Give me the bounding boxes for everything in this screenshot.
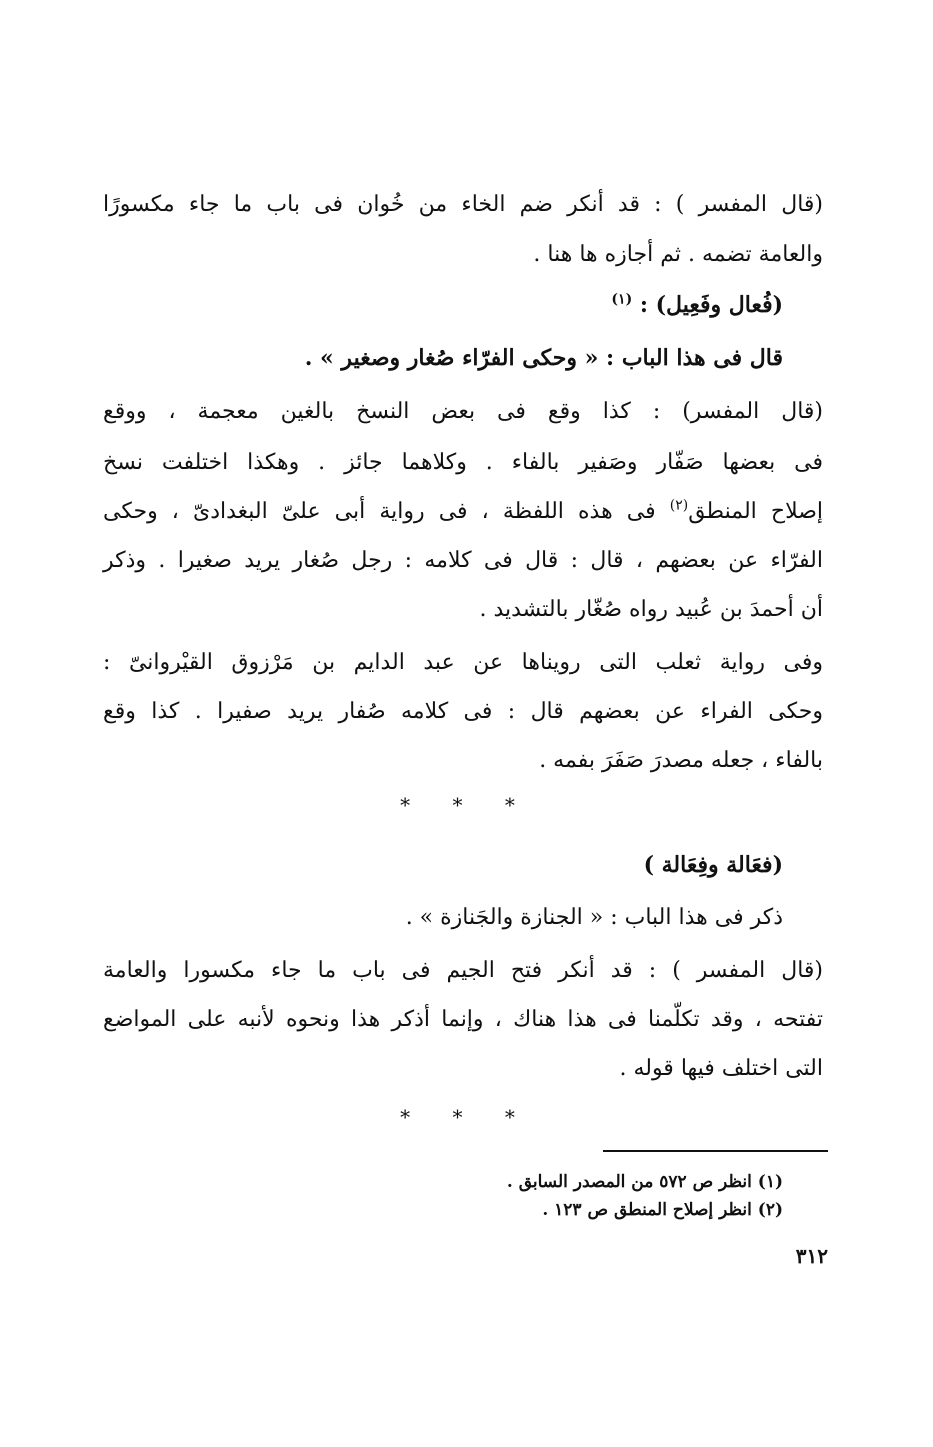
paragraph-2-line-3-start: إصلاح المنطق [688, 499, 823, 524]
footnote-ref-2: (٢) [669, 497, 689, 514]
section-heading-2: (فعَالة وفِعَالة ) [643, 852, 783, 878]
footnote-1: (١) انظر ص ٥٧٢ من المصدر السابق . [506, 1172, 783, 1192]
quote-1: قال فى هذا الباب : « وحكى الفرّاء صُغار وصغير » . [304, 345, 783, 371]
footnote-2: (٢) انظر إصلاح المنطق ص ١٢٣ . [542, 1200, 783, 1220]
section-heading-1 [103, 290, 783, 320]
section-separator-2: * * * [400, 1105, 533, 1129]
paragraph-2-line-3 [103, 497, 823, 527]
footnote-ref-1: (١) [611, 291, 633, 308]
paragraph-3-line-3: بالفاء ، جعله مصدرَ صَفَرَ بفمه . [539, 748, 823, 773]
section-separator-1: * * * [400, 793, 533, 817]
quote-2: ذكر فى هذا الباب : « الجنازة والجَنازة » . [405, 905, 783, 930]
footnote-rule [603, 1150, 828, 1152]
paragraph-1-line-1: (قال المفسر ) : قد أنكر ضم الخاء من خُوان فى باب ما جاء مكسورًا [103, 192, 823, 217]
paragraph-4-line-2: تفتحه ، وقد تكلّمنا فى هذا هناك ، وإنما أذكر هذا ونحوه لأنبه على المواضع [103, 1007, 823, 1032]
page-number: ٣١٢ [795, 1244, 828, 1268]
paragraph-2-line-2: فى بعضها صَفّار وصَفير بالفاء . وكلاهما جائز . وهكذا اختلفت نسخ [103, 450, 823, 475]
paragraph-1-line-2: والعامة تضمه . ثم أجازه ها هنا . [533, 242, 823, 267]
paragraph-4-line-1: (قال المفسر ) : قد أنكر فتح الجيم فى باب ما جاء مكسورا والعامة [103, 958, 823, 983]
paragraph-3-line-2: وحكى الفراء عن بعضهم قال : فى كلامه صُفار يريد صفيرا . كذا وقع [103, 699, 823, 724]
paragraph-4-line-3: التى اختلف فيها قوله . [619, 1056, 823, 1081]
paragraph-2-line-4: الفرّاء عن بعضهم ، قال : قال فى كلامه : رجل صُغار يريد صغيرا . وذكر [103, 548, 823, 573]
paragraph-3-line-1: وفى رواية ثعلب التى رويناها عن عبد الدايم بن مَرْزوق القيْروانىّ : [103, 650, 823, 675]
section-heading-1-text: (فُعال وفَعِيل) : [632, 292, 783, 318]
paragraph-2-line-3-end: فى هذه اللفظة ، فى رواية أبى علىّ البغدادىّ ، وحكى [103, 499, 670, 524]
paragraph-2-line-1: (قال المفسر) : كذا وقع فى بعض النسخ بالغين معجمة ، ووقع [103, 399, 823, 424]
paragraph-2-line-5: أن أحمدَ بن عُبيد رواه صُغّار بالتشديد . [479, 597, 823, 622]
